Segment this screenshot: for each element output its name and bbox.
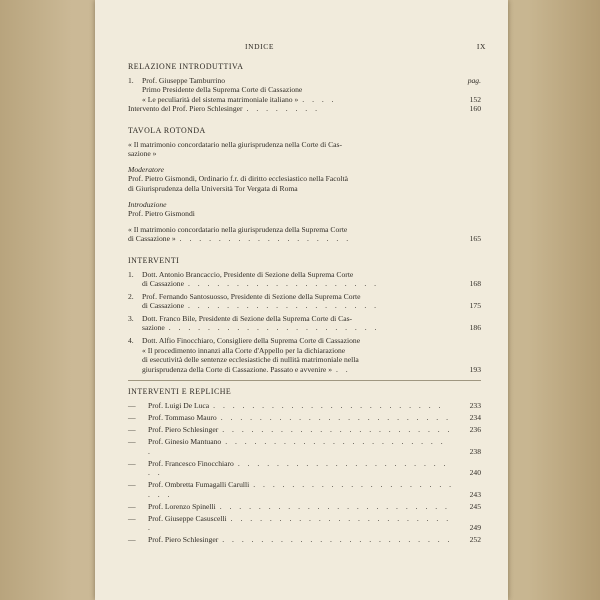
leader-dots: . . . . . . . . . . . . . . . . . . . . — [187, 301, 380, 311]
dash-mark: — — [128, 413, 136, 423]
divider — [128, 380, 481, 381]
repliche-list — [128, 401, 481, 545]
entry-line: Dott. Antonio Brancaccio, Presidente di Sezione della Suprema Corte — [142, 269, 354, 279]
list-item — [128, 425, 481, 435]
participant-name: Prof. Tommaso Mauro — [148, 413, 217, 423]
entry-number: 2. — [128, 291, 134, 301]
toc-entry-tamburrino — [128, 76, 481, 105]
entry-line: Dott. Alfio Finocchiaro, Consigliere della Suprema Corte di Cassazione — [142, 336, 361, 346]
entry-text: sazione — [142, 323, 165, 333]
entry-page: 168 — [469, 279, 481, 289]
entry-line: Dott. Franco Bile, Presidente di Sezione della Suprema Corte di Cas- — [142, 313, 353, 323]
leader-dots: . . . . — [302, 94, 337, 104]
participant-name: Prof. Piero Schlesinger — [148, 535, 219, 545]
entry-number: 3. — [128, 313, 134, 323]
introduzione-line — [128, 234, 481, 244]
entry-text: giurisprudenza della Corte di Cassazione. Passato e avvenire » — [142, 364, 332, 374]
list-item — [128, 401, 481, 411]
participant-name: Prof. Giuseppe Casuscelli — [148, 513, 227, 523]
participant-name: Prof. Piero Schlesinger — [148, 425, 219, 434]
toc-entry-intervento-2 — [128, 292, 481, 311]
participant-name: Prof. Lorenzo Spinelli — [148, 501, 216, 511]
leader-dots: . . . . . . . . . . . . . . . . . . — [179, 234, 352, 244]
entry-page: 245 — [469, 501, 481, 511]
leader-dots: . . . . . . . . . . . . . . . . . . . . . . . . — [219, 501, 450, 511]
list-item — [128, 437, 481, 456]
entry-page: 160 — [469, 104, 481, 114]
leader-dots: . . — [336, 364, 351, 374]
moderatore-line: di Giurisprudenza della Università Tor Vergata di Roma — [128, 183, 298, 193]
entry-page: 243 — [469, 489, 481, 499]
leader-dots: . . . . . . . . . . . . . . . . . . . . . . . . — [222, 535, 453, 545]
entry-page: 236 — [469, 425, 481, 434]
leader-dots: . . . . . . . . . . . . . . . . . . . . . . . . — [220, 413, 451, 423]
entry-line: di esecutività delle sentenze ecclesiastiche di nullità matrimoniale nella — [142, 355, 359, 365]
entry-line — [142, 76, 481, 86]
introduzione-name: Prof. Pietro Gismondi — [128, 209, 195, 219]
entry-page: 186 — [469, 323, 481, 333]
dash-mark: — — [128, 535, 136, 545]
entry-number: 4. — [128, 336, 134, 346]
introduzione-label: Introduzione — [128, 199, 167, 209]
entry-page: 249 — [469, 523, 481, 533]
entry-page: 240 — [469, 468, 481, 478]
list-item — [128, 459, 481, 478]
entry-title: di Cassazione » — [128, 234, 176, 244]
entry-page: 238 — [469, 446, 481, 456]
entry-page: 234 — [469, 413, 481, 423]
introduzione-line: « Il matrimonio concordatario nella giurisprudenza della Suprema Corte — [128, 224, 348, 234]
dash-mark: — — [128, 458, 136, 468]
entry-line — [142, 365, 481, 375]
tavola-intro-line: sazione » — [128, 149, 157, 159]
list-item — [128, 514, 481, 533]
entry-line: Prof. Fernando Santosuosso, Presidente di Sezione della Suprema Corte — [142, 291, 361, 301]
book-page — [95, 0, 508, 600]
entry-role: Primo Presidente della Suprema Corte di Cassazione — [142, 85, 303, 95]
entry-author: Prof. Giuseppe Tamburrino — [142, 75, 226, 85]
entry-page: 193 — [469, 364, 481, 374]
tavola-intro-line: « Il matrimonio concordatario nella giurisprudenza nella Corte di Cas- — [128, 139, 343, 149]
toc-entry-intervento-3 — [128, 314, 481, 333]
participant-name: Prof. Ginesio Mantuano — [148, 436, 222, 446]
list-item — [128, 535, 481, 545]
entry-number: 1. — [128, 75, 134, 85]
leader-dots: . . . . . . . . . . . . . . . . . . . . . . . . — [222, 425, 453, 434]
entry-number: 1. — [128, 269, 134, 279]
entry-page: 152 — [469, 94, 481, 104]
dash-mark: — — [128, 436, 136, 446]
entry-line — [142, 323, 481, 333]
participant-name: Prof. Ombretta Fumagalli Carulli — [148, 480, 250, 490]
entry-page: 175 — [469, 301, 481, 311]
entry-line: « Il procedimento innanzi alla Corte d'Appello per la dichiarazione — [142, 345, 346, 355]
section-heading-interventi: INTERVENTI — [128, 255, 180, 265]
moderatore-label: Moderatore — [128, 164, 164, 174]
header-page-number: IX — [476, 42, 486, 51]
leader-dots: . . . . . . . . . . . . . . . . . . . . . . — [168, 323, 380, 333]
toc-entry-intervento-1 — [128, 270, 481, 289]
entry-text: di Cassazione — [142, 301, 184, 311]
entry-text: di Cassazione — [142, 279, 184, 289]
dash-mark: — — [128, 480, 136, 490]
table-of-contents — [128, 62, 481, 547]
toc-entry-intervento — [128, 104, 481, 114]
leader-dots: . . . . . . . . . . . . . . . . . . . . . . . . — [213, 401, 444, 411]
dash-mark: — — [128, 425, 136, 434]
dash-mark: — — [128, 513, 136, 523]
list-item — [128, 480, 481, 499]
entry-title: « Le peculiarità del sistema matrimoniale italiano » — [142, 94, 299, 104]
entry-page: 252 — [469, 535, 481, 545]
leader-dots: . . . . . . . . . . . . . . . . . . . . . . . . — [148, 513, 452, 533]
dash-mark: — — [128, 501, 136, 511]
dash-mark: — — [128, 401, 136, 411]
section-heading-relazione: RELAZIONE INTRODUTTIVA — [128, 62, 244, 71]
entry-line — [142, 301, 481, 311]
entry-line — [142, 279, 481, 289]
leader-dots: . . . . . . . . . . . . . . . . . . . . . . . . — [148, 480, 455, 499]
section-heading-tavola: TAVOLA ROTONDA — [128, 125, 206, 135]
page-abbrev: pag. — [467, 75, 481, 85]
moderatore-line: Prof. Pietro Gismondi, Ordinario f.r. di diritto ecclesiastico nella Facoltà — [128, 174, 348, 184]
section-heading-repliche: INTERVENTI E REPLICHE — [128, 387, 232, 397]
entry-text: Intervento del Prof. Piero Schlesinger — [128, 104, 243, 114]
header-title: INDICE — [245, 42, 275, 51]
toc-entry-intervento-4 — [128, 336, 481, 374]
leader-dots: . . . . . . . . . . . . . . . . . . . . . . . . — [148, 436, 446, 456]
participant-name: Prof. Francesco Finocchiaro — [148, 458, 234, 468]
entry-line — [142, 95, 481, 105]
entry-page: 165 — [469, 234, 481, 244]
leader-dots: . . . . . . . . . . . . . . . . . . . . . . . . — [148, 458, 449, 478]
list-item — [128, 502, 481, 512]
entry-page: 233 — [469, 401, 481, 411]
leader-dots: . . . . . . . . . . . . . . . . . . . . — [187, 279, 380, 289]
participant-name: Prof. Luigi De Luca — [148, 401, 210, 411]
leader-dots: . . . . . . . . — [246, 104, 320, 114]
list-item — [128, 413, 481, 423]
running-header — [95, 42, 508, 54]
